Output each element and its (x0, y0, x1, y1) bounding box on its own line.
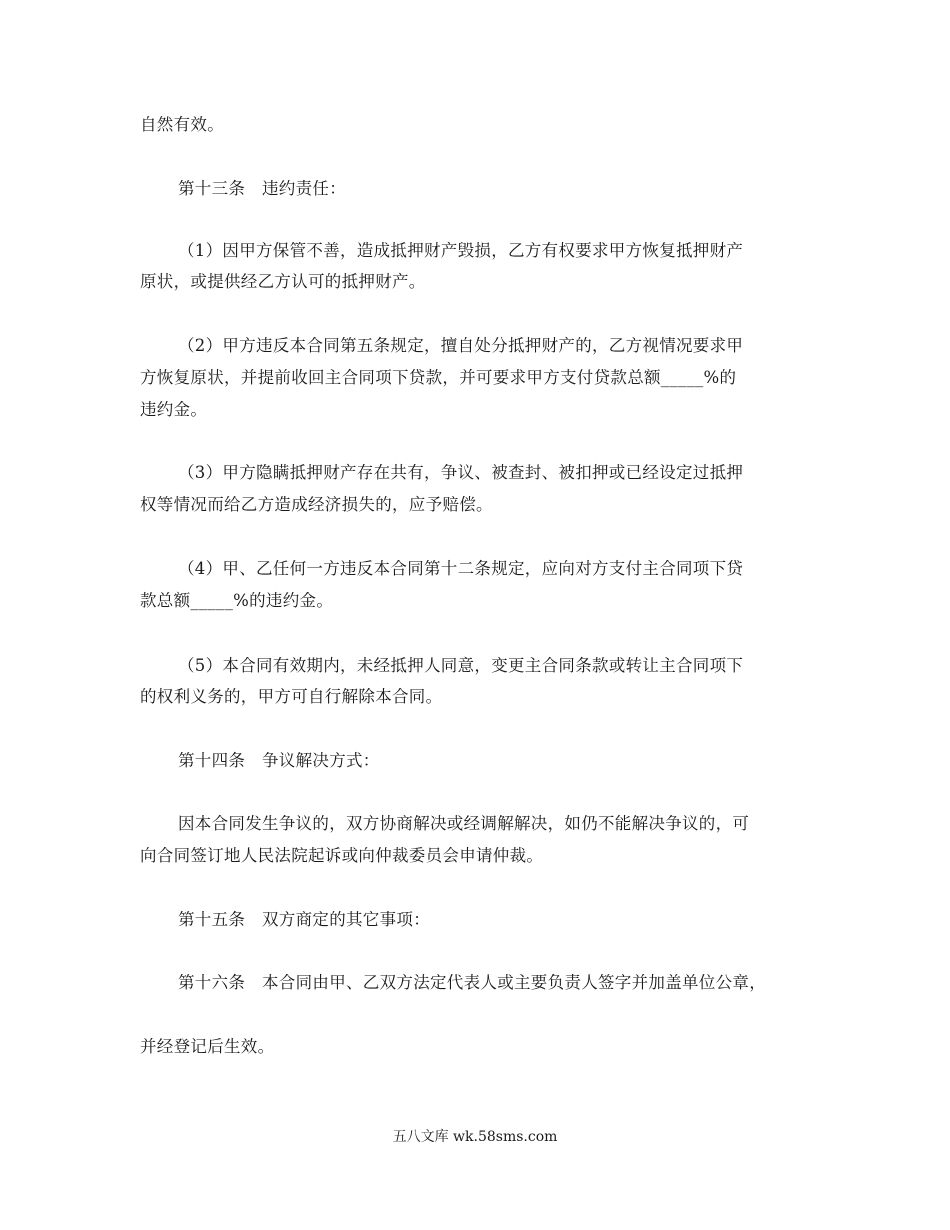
text-line: 自然有效。 (140, 115, 224, 134)
footer-watermark: 五八文库 wk.58sms.com (392, 1129, 558, 1145)
article-14-line-2: 向合同签订地人民法院起诉或向仲裁委员会申请仲裁。 (140, 846, 544, 865)
clause-4-line-2: 款总额_____%的违约金。 (140, 591, 334, 610)
article-14-heading: 第十四条 争议解决方式： (178, 751, 380, 770)
article-16-line-2: 并经登记后生效。 (140, 1037, 275, 1056)
clause-5-line-1: （5）本合同有效期内，未经抵押人同意，变更主合同条款或转让主合同项下 (178, 656, 744, 675)
clause-2-line-1: （2）甲方违反本合同第五条规定，擅自处分抵押财产的，乙方视情况要求甲 (178, 336, 744, 355)
clause-3-line-2: 权等情况而给乙方造成经济损失的，应予赔偿。 (140, 495, 493, 514)
article-15-heading: 第十五条 双方商定的其它事项： (178, 910, 430, 929)
clause-2-line-3: 违约金。 (140, 400, 208, 419)
article-14-line-1: 因本合同发生争议的，双方协商解决或经调解解决，如仍不能解决争议的，可 (178, 814, 750, 833)
clause-5-line-2: 的权利义务的，甲方可自行解除本合同。 (140, 687, 443, 706)
article-13-heading: 第十三条 违约责任： (178, 179, 346, 198)
clause-3-line-1: （3）甲方隐瞒抵押财产存在共有，争议、被查封、被扣押或已经设定过抵押 (178, 463, 744, 482)
clause-4-line-1: （4）甲、乙任何一方违反本合同第十二条规定，应向对方支付主合同项下贷 (178, 559, 744, 578)
clause-1-line-1: （1）因甲方保管不善，造成抵押财产毁损，乙方有权要求甲方恢复抵押财产 (178, 241, 744, 260)
clause-2-line-2: 方恢复原状，并提前收回主合同项下贷款，并可要求甲方支付贷款总额_____%的 (140, 368, 737, 387)
clause-1-line-2: 原状，或提供经乙方认可的抵押财产。 (140, 272, 426, 291)
article-16-line-1: 第十六条 本合同由甲、乙双方法定代表人或主要负责人签字并加盖单位公章， (178, 973, 766, 992)
